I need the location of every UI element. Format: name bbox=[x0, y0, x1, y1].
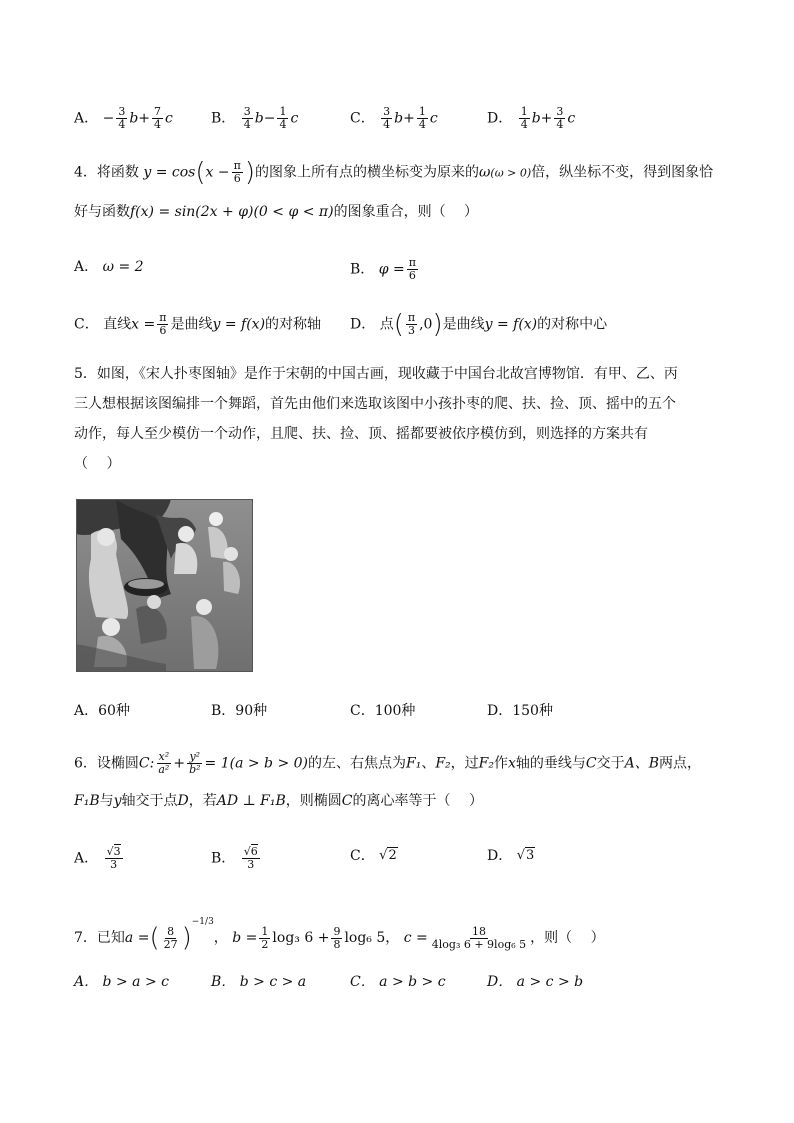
q5-option-a: A．60种 bbox=[74, 703, 130, 719]
q7-option-b: B． b > c > a bbox=[211, 974, 307, 990]
q3-option-b: B． $\frac{3}{4}$ b− $\frac{1}{4}$ c bbox=[211, 105, 299, 131]
q4-option-a: A． ω = 2 bbox=[74, 259, 144, 275]
q4-option-d: D． 点( $\frac{\pi}{3}$ ,0)是曲线y = f(x)的对称中心 bbox=[350, 309, 608, 340]
q5-option-c: C．100种 bbox=[350, 703, 416, 719]
q5-stem-line3: 动作，每人至少模仿一个动作，且爬、扶、捡、顶、摇都要被依序模仿到，则选择的方案共有 bbox=[74, 426, 648, 442]
q3-option-d: D． $\frac{1}{4}$ b+ $\frac{3}{4}$ c bbox=[487, 105, 576, 131]
q6-option-c: C． √2 bbox=[350, 848, 397, 864]
q5-stem-line1: 5．如图，《宋人扑枣图轴》是作于宋朝的中国古画，现收藏于中国台北故宫博物馆．有甲、乙、丙 bbox=[74, 366, 678, 382]
q4-option-b: B． φ = $\frac{\pi}{6}$ bbox=[350, 256, 416, 282]
q7-option-c: C． a > b > c bbox=[350, 974, 446, 990]
q6-option-b: B． $\frac{√6}{3}$ bbox=[211, 845, 258, 871]
q6-option-d: D． √3 bbox=[487, 848, 535, 864]
q4-number: 4． bbox=[74, 164, 97, 181]
q5-option-d: D．150种 bbox=[487, 703, 553, 719]
q3-option-c: C． $\frac{3}{4}$ b+ $\frac{1}{4}$ c bbox=[350, 105, 438, 131]
q4-stem-line1: 4．将函数 y = cos(x − $\frac{\pi}{6}$ )的图象上所有点的横坐标变为原来的ω(ω > 0)倍，纵坐标不变，得到图象恰 bbox=[74, 157, 714, 188]
q4-pi-over-6: $\frac{\pi}{6}$ bbox=[233, 159, 241, 185]
q4-func2: f(x) = sin(2x + φ)(0 < φ < π) bbox=[130, 204, 334, 220]
q7-option-d: D． a > c > b bbox=[487, 974, 584, 990]
q6-option-a: A． $\frac{√3}{3}$ bbox=[74, 845, 121, 871]
q5-stem-line4: （ ） bbox=[74, 456, 121, 472]
q4-func1: y = cos bbox=[143, 164, 196, 181]
q7-option-a: A． b > a > c bbox=[74, 974, 169, 990]
song-painting-image bbox=[76, 499, 253, 672]
q4-option-c: C． 直线x = $\frac{\pi}{6}$ 是曲线y = f(x)的对称轴 bbox=[74, 311, 322, 337]
q6-stem-line1: 6．设椭圆C: $\frac{\text{x²}}{\text{a²}}$ + $\frac{\text{y²}}{\text{b²}}$ = 1(a > b > 0)的左、右焦点为F₁、F₂，过F₂作x轴的垂线与C交于A、B两点， bbox=[74, 750, 702, 776]
q6-stem-line2: F₁B与y轴交于点D，若AD ⊥ F₁B，则椭圆C的离心率等于（ ） bbox=[74, 793, 483, 809]
q5-stem-line2: 三人想根据该图编排一个舞蹈，首先由他们来选取该图中小孩扑枣的爬、扶、捡、顶、摇中的五个 bbox=[74, 396, 676, 412]
q4-stem-line2: 好与函数f(x) = sin(2x + φ)(0 < φ < π)的图象重合，则（ ） bbox=[74, 204, 479, 220]
q3-option-a: A． − $\frac{3}{4}$ b+ $\frac{7}{4}$ c bbox=[74, 105, 173, 131]
q7-stem: 7．已知a =( $\frac{8}{27}$ )$^{-1/3}$， b = $\frac{1}{2}$ log₃ 6 + $\frac{9}{8}$ log₆ 5， c = $\frac{18}{\text{4log₃ 6 + 9log₆ 5}}$ ，则（ ） bbox=[74, 917, 605, 953]
q5-option-b: B．90种 bbox=[211, 703, 268, 719]
